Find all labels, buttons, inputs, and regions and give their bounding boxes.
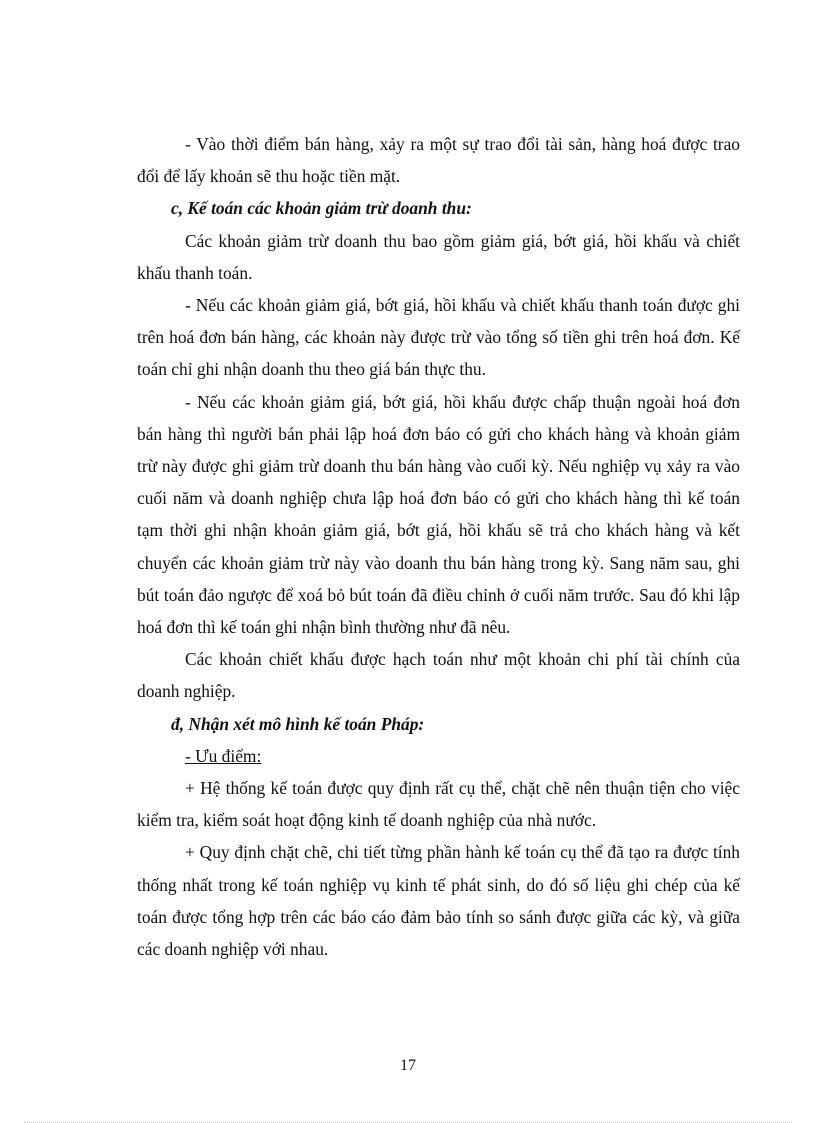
- paragraph-sale-exchange: - Vào thời điểm bán hàng, xảy ra một sự trao đổi tài sản, hàng hoá được trao đổi để lấy khoản sẽ thu hoặc tiền mặt.: [137, 134, 740, 187]
- section-heading-revenue-deductions: c, Kế toán các khoản giảm trừ doanh thu:: [171, 198, 472, 219]
- paragraph-deductions-definition: Các khoản giảm trừ doanh thu bao gồm giảm giá, bớt giá, hồi khấu và chiết khấu thanh toán.: [137, 230, 740, 283]
- page-body: [137, 128, 740, 965]
- subheading-advantages: [137, 740, 740, 772]
- section-heading-french-model-review: đ, Nhận xét mô hình kế toán Pháp:: [171, 713, 425, 734]
- subheading-advantages-label: - Ưu điểm:: [185, 745, 262, 766]
- paragraph-advantage-control: + Hệ thống kế toán được quy định rất cụ thể, chặt chẽ nên thuận tiện cho việc kiểm tra, kiểm soát hoạt động kinh tế doanh nghiệp của nhà nước.: [137, 778, 740, 831]
- paragraph-advantage-consistency: + Quy định chặt chẽ, chi tiết từng phần hành kế toán cụ thể đã tạo ra được tính thống nhất trong kế toán nghiệp vụ kinh tế phát sinh, do đó số liệu ghi chép của kế toán được tổng hợp trên các báo cáo đảm bảo tính so sánh được giữa các kỳ, và giữa các doanh nghiệp với nhau.: [137, 842, 740, 960]
- paragraph-deductions-outside-invoice: - Nếu các khoản giảm giá, bớt giá, hồi khấu được chấp thuận ngoài hoá đơn bán hàng thì người bán phải lập hoá đơn báo có gửi cho khách hàng và khoản giảm trừ này được ghi giảm trừ doanh thu bán hàng vào cuối kỳ. Nếu nghiệp vụ xảy ra vào cuối năm và doanh nghiệp chưa lập hoá đơn báo có gửi cho khách hàng thì kế toán tạm thời ghi nhận khoản giảm giá, bớt giá, hồi khấu sẽ trả cho khách hàng và kết chuyển các khoản giảm trừ này vào doanh thu bán hàng trong kỳ. Sang năm sau, ghi bút toán đảo ngược để xoá bỏ bút toán đã điều chỉnh ở cuối năm trước. Sau đó khi lập hoá đơn thì kế toán ghi nhận bình thường như đã nêu.: [137, 391, 740, 638]
- paragraph-deductions-on-invoice: - Nếu các khoản giảm giá, bớt giá, hồi khấu và chiết khấu thanh toán được ghi trên hoá đơn bán hàng, các khoản này được trừ vào tổng số tiền ghi trên hoá đơn. Kế toán chỉ ghi nhận doanh thu theo giá bán thực thu.: [137, 295, 740, 380]
- paragraph-discount-financial-cost: Các khoản chiết khấu được hạch toán như một khoản chi phí tài chính của doanh nghiệp.: [137, 649, 740, 702]
- page-number: 17: [400, 1057, 416, 1074]
